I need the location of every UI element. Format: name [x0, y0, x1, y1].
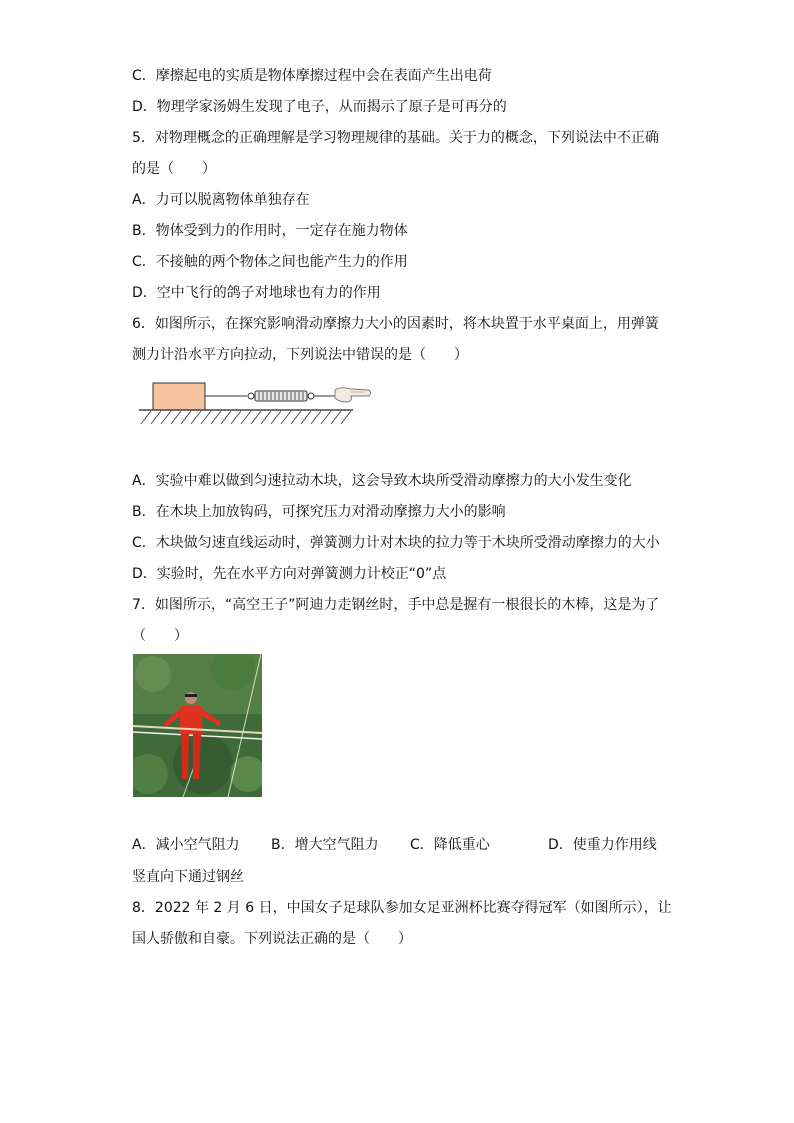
- q5-option-b: B．物体受到力的作用时，一定存在施力物体: [132, 223, 408, 239]
- spring-scale: [248, 391, 335, 401]
- q6-option-c: C．木块做匀速直线运动时，弹簧测力计对木块的拉力等于木块所受滑动摩擦力的大小: [132, 535, 660, 551]
- q5-stem-line1: 5．对物理概念的正确理解是学习物理规律的基础。关于力的概念，下列说法中不正确: [132, 130, 659, 146]
- q6-option-a: A．实验中难以做到匀速拉动木块，这会导致木块所受滑动摩擦力的大小发生变化: [132, 473, 632, 489]
- q6-option-d: D．实验时，先在水平方向对弹簧测力计校正“0”点: [132, 566, 447, 582]
- q7-option-c: C．降低重心: [410, 837, 490, 853]
- q5-option-d: D．空中飞行的鸽子对地球也有力的作用: [132, 285, 381, 301]
- q5-option-a: A．力可以脱离物体单独存在: [132, 192, 310, 208]
- q4-option-d: D．物理学家汤姆生发现了电子，从而揭示了原子是可再分的: [132, 99, 507, 115]
- wooden-block: [153, 383, 205, 410]
- q7-stem-line2: （ ）: [132, 628, 188, 644]
- q7-option-d-line1: D．使重力作用线: [548, 837, 657, 853]
- q7-option-d-line2: 竖直向下通过钢丝: [132, 869, 244, 885]
- table-hatching: [141, 411, 351, 424]
- q7-option-a: A．减小空气阻力: [132, 837, 240, 853]
- q8-stem-line2: 国人骄傲和自豪。下列说法正确的是（ ）: [132, 931, 412, 947]
- tightrope-walker-photo: [133, 654, 262, 797]
- friction-experiment-figure: [137, 380, 377, 426]
- q6-stem-line2: 测力计沿水平方向拉动，下列说法中错误的是（ ）: [132, 347, 468, 363]
- q7-stem-line1: 7．如图所示，“高空王子”阿迪力走钢丝时，手中总是握有一根很长的木棒，这是为了: [132, 597, 660, 613]
- q5-option-c: C．不接触的两个物体之间也能产生力的作用: [132, 254, 408, 270]
- q8-stem-line1: 8．2022 年 2 月 6 日，中国女子足球队参加女足亚洲杯比赛夺得冠军（如图所示），让: [132, 900, 672, 916]
- q5-stem-line2: 的是（ ）: [132, 161, 216, 177]
- q7-option-b: B．增大空气阻力: [271, 837, 379, 853]
- q4-option-c: C．摩擦起电的实质是物体摩擦过程中会在表面产生出电荷: [132, 68, 492, 84]
- q6-stem-line1: 6．如图所示，在探究影响滑动摩擦力大小的因素时，将木块置于水平桌面上，用弹簧: [132, 316, 659, 332]
- q6-option-b: B．在木块上加放钩码，可探究压力对滑动摩擦力大小的影响: [132, 504, 506, 520]
- hand-icon: [335, 388, 371, 402]
